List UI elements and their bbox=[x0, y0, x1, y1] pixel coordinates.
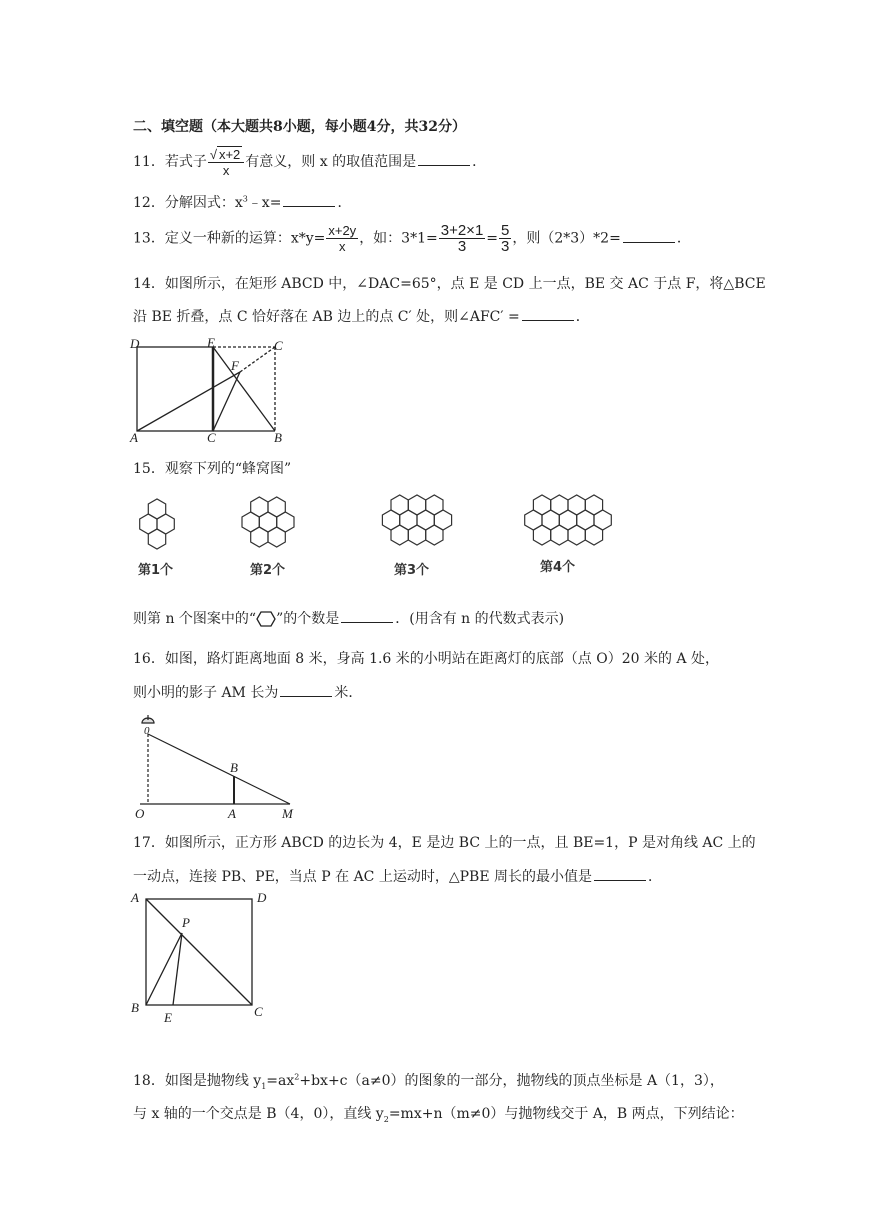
q18-l2a: 与 x 轴的一个交点是 B（4，0），直线 y bbox=[133, 1106, 384, 1122]
q13-f2-num: 3+2×1 bbox=[440, 222, 484, 239]
honeycomb-3-cell bbox=[408, 525, 425, 545]
q18-l2b: =mx+n（m≠0）与抛物线交于 A，B 两点，下列结论： bbox=[388, 1106, 744, 1122]
q14-rectangle-figure bbox=[128, 336, 298, 444]
q13-f1-den: x bbox=[339, 239, 346, 254]
question-13 bbox=[133, 223, 691, 254]
q16-label-O: O bbox=[135, 806, 145, 821]
caption-4: 第4个 bbox=[540, 560, 576, 575]
q14-line-EB bbox=[213, 347, 275, 431]
q14-rect-outline bbox=[137, 347, 213, 431]
q15-ans-post: ．(用含有 n 的代数式表示) bbox=[395, 611, 565, 627]
q17-label-B: B bbox=[131, 1000, 139, 1015]
q18-l1a: 18．如图是抛物线 y bbox=[133, 1073, 262, 1089]
q17-line-BP bbox=[146, 933, 182, 1005]
q16-label-M: M bbox=[282, 806, 293, 821]
q16-label-B: B bbox=[230, 760, 238, 775]
q14-dash-FC bbox=[240, 347, 275, 372]
q13-mid: ，如：3*1= bbox=[359, 230, 438, 247]
q11-denominator: x bbox=[222, 163, 230, 178]
q13-prefix: 13．定义一种新的运算：x*y= bbox=[133, 230, 326, 247]
q16-light-ray bbox=[148, 734, 290, 804]
q14-answer-blank[interactable] bbox=[522, 307, 574, 321]
q11-prefix: 11．若式子 bbox=[133, 154, 207, 170]
q16-text: 则小明的影子 AM 长为 bbox=[133, 685, 279, 701]
question-14-line-1: 14．如图所示，在矩形 ABCD 中，∠DAC=65°，点 E 是 CD 上一点，BE 交 AC 于点 F，将△BCE bbox=[133, 276, 766, 292]
question-15: 15．观察下列的“蜂窝图” bbox=[133, 461, 292, 477]
question-17-line-2 bbox=[133, 866, 662, 886]
question-11 bbox=[133, 146, 486, 178]
q12-text: ﹣x= bbox=[247, 195, 282, 211]
question-18-line-1 bbox=[133, 1070, 724, 1091]
honeycomb-4-cell bbox=[533, 525, 550, 545]
q17-answer-blank[interactable] bbox=[594, 867, 646, 881]
honeycomb-3-cell bbox=[426, 525, 443, 545]
q18-l1c: +bx+c（a≠0）的图象的一部分，抛物线的顶点坐标是 A（1，3）， bbox=[299, 1073, 724, 1089]
q17-label-P: P bbox=[182, 915, 190, 930]
q16-streetlight-figure bbox=[130, 712, 305, 824]
q13-end: ． bbox=[676, 230, 691, 247]
q14-end: ． bbox=[575, 309, 590, 325]
honeycomb-4-cell bbox=[585, 525, 602, 545]
q13-f3-den: 3 bbox=[501, 238, 510, 255]
q11-radicand: x+2 bbox=[218, 147, 241, 162]
q12-prefix: 12．分解因式：x bbox=[133, 195, 243, 211]
q15-answer-blank[interactable] bbox=[341, 609, 393, 623]
q14-line-AF bbox=[137, 372, 240, 431]
section-heading: 二、填空题（本大题共8小题，每小题4分，共32分） bbox=[133, 119, 466, 135]
q13-text: ，则（2*3）*2= bbox=[512, 230, 621, 247]
honeycomb-4-cell bbox=[568, 525, 585, 545]
honeycomb-1-cell bbox=[148, 529, 165, 549]
q14-label-E: E bbox=[207, 336, 215, 350]
q17-square-figure bbox=[128, 888, 278, 1026]
caption-3: 第3个 bbox=[394, 563, 430, 578]
q18-sub-1: 1 bbox=[261, 1081, 267, 1091]
q18-sub-2: 2 bbox=[383, 1114, 389, 1124]
q14-label-C-top: C bbox=[274, 338, 283, 353]
q14-text: 沿 BE 折叠，点 C 恰好落在 AB 边上的点 C′ 处，则∠AFC′ = bbox=[133, 309, 520, 325]
q16-label-A: A bbox=[228, 806, 236, 821]
q11-end: ． bbox=[472, 154, 487, 170]
q18-l1b: =ax bbox=[266, 1073, 295, 1089]
q16-answer-blank[interactable] bbox=[280, 683, 332, 697]
q13-fraction-1 bbox=[326, 223, 358, 254]
q11-fraction: $\frac{√ x+2}{x}$ bbox=[208, 146, 244, 178]
q11-answer-blank[interactable] bbox=[418, 152, 470, 166]
honeycomb-figure bbox=[130, 488, 620, 588]
q13-fraction-2 bbox=[439, 223, 486, 254]
question-12 bbox=[133, 192, 351, 212]
q17-end: ． bbox=[647, 869, 662, 885]
q12-answer-blank[interactable] bbox=[283, 193, 335, 207]
q17-label-A: A bbox=[131, 890, 139, 905]
caption-2: 第2个 bbox=[250, 563, 286, 578]
q12-end: ． bbox=[337, 195, 352, 211]
q13-f2-den: 3 bbox=[457, 238, 467, 255]
question-17-line-1: 17．如图所示，正方形 ABCD 的边长为 4，E 是边 BC 上的一点，且 BE=1，P 是对角线 AC 上的 bbox=[133, 835, 756, 851]
q15-ans-prefix: 则第 n 个图案中的“ bbox=[133, 611, 257, 627]
q14-line-FC bbox=[213, 372, 240, 431]
q17-label-E: E bbox=[164, 1010, 172, 1025]
q16-label-O-top: 0 bbox=[144, 725, 150, 737]
hexagon-icon bbox=[256, 610, 276, 628]
question-15-answer bbox=[133, 608, 564, 628]
q13-f1-num: x+2y bbox=[328, 223, 357, 238]
caption-1: 第1个 bbox=[138, 563, 174, 578]
q18-exp-2: 2 bbox=[294, 1072, 300, 1082]
honeycomb-4-cell bbox=[551, 525, 568, 545]
q17-line-PE bbox=[173, 933, 182, 1005]
q13-fraction-3 bbox=[499, 223, 511, 254]
question-16-line-2 bbox=[133, 682, 362, 702]
question-18-line-2 bbox=[133, 1103, 744, 1124]
question-16-line-1: 16．如图，路灯距离地面 8 米，身高 1.6 米的小明站在距离灯的底部（点 O）20 米的 A 处， bbox=[133, 651, 719, 667]
q13-answer-blank[interactable] bbox=[623, 229, 675, 243]
q17-label-D: D bbox=[257, 890, 267, 905]
q11-text: 有意义，则 x 的取值范围是 bbox=[245, 154, 417, 170]
q15-ans-mid: ”的个数是 bbox=[276, 611, 340, 627]
q16-end: 米． bbox=[334, 685, 363, 701]
q14-label-C-bottom: C bbox=[207, 430, 216, 444]
q13-f3-num: 5 bbox=[501, 222, 510, 239]
q14-label-D: D bbox=[130, 336, 140, 351]
q17-text: 一动点，连接 PB、PE，当点 P 在 AC 上运动时，△PBE 周长的最小值是 bbox=[133, 869, 592, 885]
q17-label-C: C bbox=[254, 1004, 263, 1019]
q12-exponent: 3 bbox=[242, 194, 248, 204]
q13-equals: = bbox=[486, 230, 499, 247]
honeycomb-3-cell bbox=[391, 525, 408, 545]
question-14-line-2 bbox=[133, 306, 590, 326]
q17-diagonal-AC bbox=[146, 899, 252, 1005]
honeycomb-2-cell bbox=[251, 527, 268, 547]
q14-label-A: A bbox=[130, 430, 138, 444]
q14-label-B: B bbox=[274, 430, 282, 444]
q14-label-F: F bbox=[231, 358, 239, 373]
honeycomb-2-cell bbox=[268, 527, 285, 547]
